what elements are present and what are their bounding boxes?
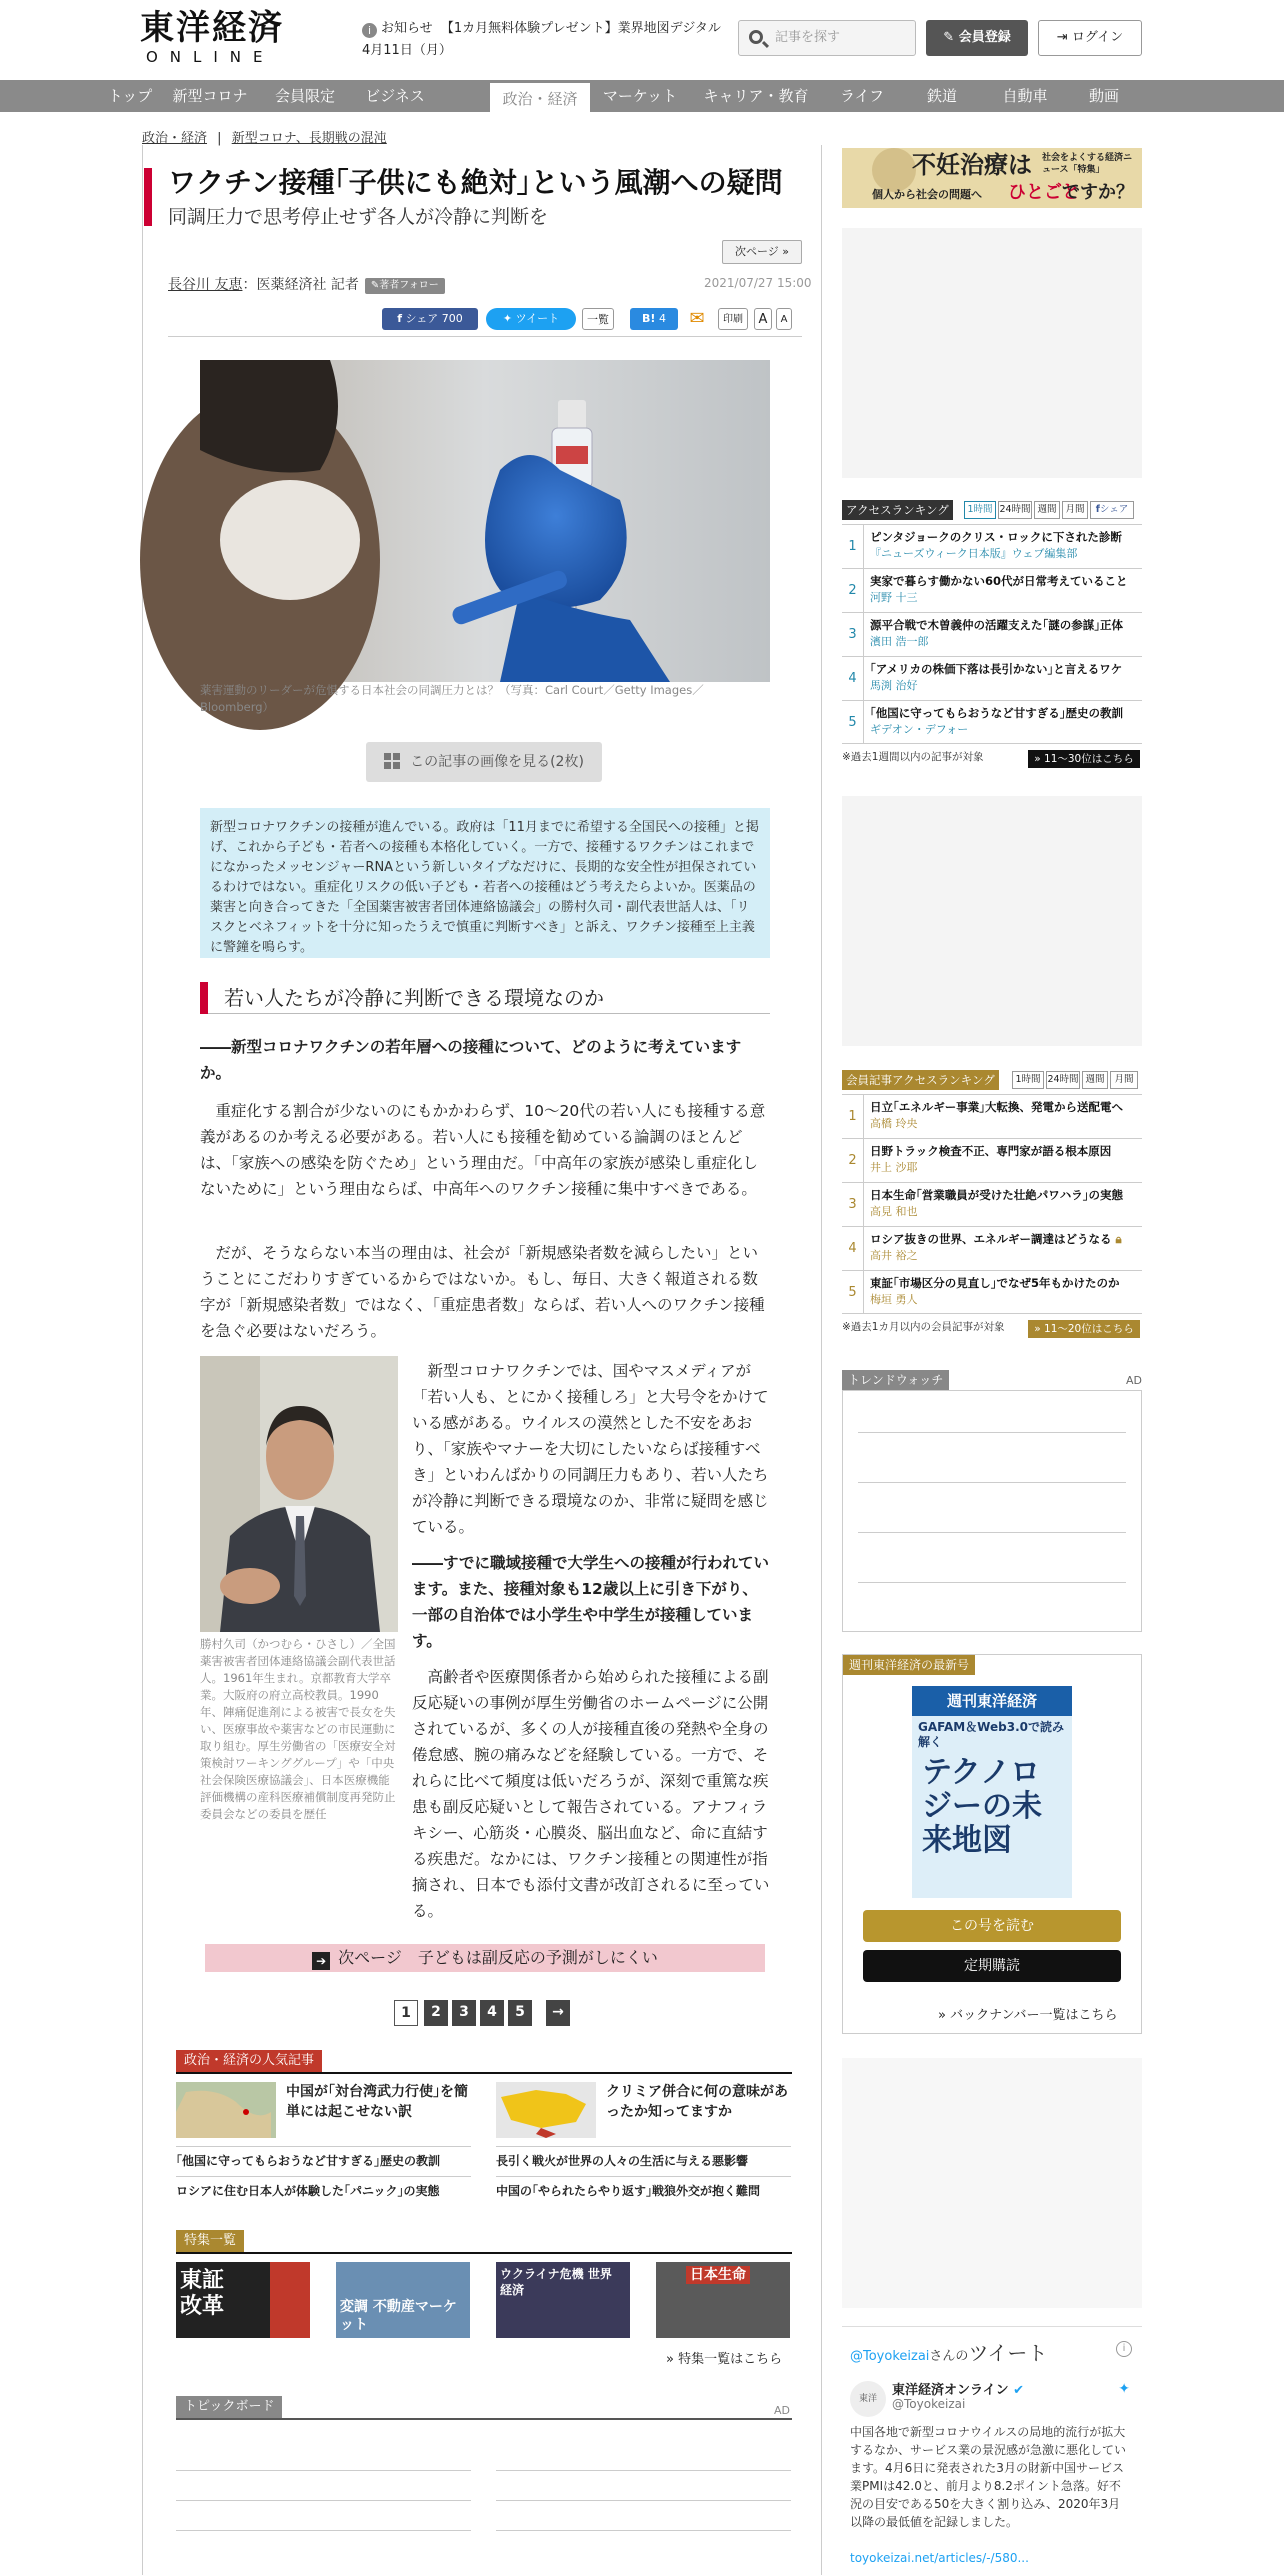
member-ranking-row[interactable] xyxy=(842,1270,1142,1314)
logo-subtext: ONLINE xyxy=(146,48,275,66)
trend-watch xyxy=(842,1370,1142,1632)
register-button[interactable]: ✎ 会員登録 xyxy=(926,20,1028,56)
pager-next-icon[interactable]: → xyxy=(546,2000,570,2026)
feature-card-3[interactable] xyxy=(496,2262,630,2338)
features-header: 特集一覧 xyxy=(176,2230,244,2252)
rank-author: ギデオン・デフォー xyxy=(870,723,969,736)
nav-item-business[interactable]: ビジネス xyxy=(365,87,425,105)
article-main-photo[interactable] xyxy=(200,360,770,682)
feature-label: 日本生命 xyxy=(686,2266,750,2284)
rank-title: 日野トラック検査不正、専門家が語る根本原因 xyxy=(870,1144,1112,1158)
member-ranking-row[interactable] xyxy=(842,1138,1142,1182)
popular-header: 政治・経済の人気記事 xyxy=(176,2050,322,2072)
rank-number: 3 xyxy=(842,1183,864,1226)
member-tab-month[interactable]: 月間 xyxy=(1110,1071,1138,1089)
info-icon[interactable]: i xyxy=(1116,2341,1132,2357)
article-subtitle: 同調圧力で思考停止せず各人が冷静に判断を xyxy=(168,206,549,228)
share-bar xyxy=(382,308,802,332)
next-page-button[interactable]: 次ページ » xyxy=(722,240,802,264)
portrait-caption: 勝村久司（かつむら・ひさし）／全国薬害被害者団体連絡協議会副代表世話人。1961年生まれ。京都教育大学卒業。大阪府の府立高校教員。1990年、陣痛促進剤による被害で長女を失い、医療事故や薬害などの市民運動に取り組む。厚生労働省の「医療安全対策検討ワーキンググループ」や「中央社会保険医療協議会」、日本医療機能評価機構の産科医療補償制度再発防止委員会などの委員を歴任 xyxy=(200,1637,396,1821)
rank-title: 日立｢エネルギー事業｣大転換、発電から送配電へ xyxy=(870,1100,1123,1114)
page-2[interactable]: 2 xyxy=(424,2000,448,2026)
ad-slot xyxy=(842,796,1142,1046)
nav-item-market[interactable]: マーケット xyxy=(602,87,678,105)
login-button[interactable]: ⇥ ログイン xyxy=(1038,20,1142,56)
breadcrumb-sep: | xyxy=(217,131,222,146)
rank-author: 濱田 浩一郎 xyxy=(870,635,929,648)
tweet-link[interactable]: toyokeizai.net/articles/-/580... xyxy=(850,2551,1029,2565)
magazine-cover[interactable] xyxy=(912,1686,1072,1898)
tweet-body: 中国各地で新型コロナウイルスの局地的流行が拡大するなか、サービス業の景況感が急激に悪化しています。4月6日に発表された3月の財新中国サービス業PMIは42.0と、前月より8.2ポイント急落。好不況の目安である50を大きく割り込み、2020年3月以降の最低値を記録しました。 xyxy=(850,2425,1127,2529)
divider xyxy=(176,2252,792,2254)
divider xyxy=(858,1482,1126,1483)
tweets-title xyxy=(850,2337,1047,2366)
divider xyxy=(496,2470,791,2471)
rank-number: 4 xyxy=(842,657,864,700)
follow-author-button[interactable]: ✎著者フォロー xyxy=(365,278,445,294)
facebook-icon: f xyxy=(397,312,402,325)
author-name[interactable]: 長谷川 友恵 xyxy=(168,277,243,293)
mail-icon[interactable]: ✉ xyxy=(689,308,705,329)
account-avatar[interactable]: 東洋 xyxy=(850,2381,886,2417)
features-more-label: 特集一覧はこちら xyxy=(678,2352,783,2367)
features-more-link[interactable]: » 特集一覧はこちら xyxy=(666,2352,783,2367)
banner-end: ですか？ xyxy=(1062,182,1134,203)
ranking-tab-share-label: シェア xyxy=(1099,504,1129,515)
interview-question: ――すでに職域接種で大学生への接種が行われています。また、接種対象も12歳以上に引き下がり、一部の自治体では小学生や中学生が接種しています。 xyxy=(412,1554,769,1650)
rank-title: 源平合戦で木曽義仲の活躍支えた｢謎の参謀｣正体 xyxy=(870,618,1123,632)
cover-title: テクノロジーの未来地図 xyxy=(922,1755,1042,1858)
rank-author: 梅垣 勇人 xyxy=(870,1293,918,1306)
popular-row[interactable]: 中国の｢やられたらやり返す｣戦狼外交が抱く難問 xyxy=(496,2176,791,2205)
divider xyxy=(176,2072,792,2074)
hatena-count: 4 xyxy=(658,312,666,325)
divider xyxy=(168,336,802,337)
portrait-illustration xyxy=(200,1356,398,1632)
divider xyxy=(496,2530,791,2531)
register-label: 会員登録 xyxy=(958,30,1011,45)
subscribe-button[interactable]: 定期購読 xyxy=(863,1950,1121,1982)
fb-share-label: シェア xyxy=(405,312,439,325)
tweets-title-text: ツイート xyxy=(968,2341,1048,2365)
search-placeholder: 記事を探す xyxy=(775,30,841,45)
ranking-tab-month[interactable]: 月間 xyxy=(1062,501,1088,519)
feature-card-1[interactable] xyxy=(176,2262,310,2338)
verified-icon: ✔ xyxy=(1013,2383,1025,2398)
map-thumbnail xyxy=(496,2082,596,2138)
access-ranking xyxy=(842,500,1142,772)
ranking-tab-24h[interactable]: 24時間 xyxy=(998,501,1032,519)
feature-card-4[interactable] xyxy=(656,2262,790,2338)
notice-label: お知らせ xyxy=(381,21,433,36)
facebook-share-button[interactable] xyxy=(382,308,478,330)
tweets-handle-link[interactable]: @Toyokeizai xyxy=(850,2349,930,2364)
gallery-button[interactable] xyxy=(366,742,602,782)
member-ranking-header: 会員記事アクセスランキング xyxy=(842,1070,999,1090)
feature-label: ウクライナ危機 世界経済 xyxy=(500,2267,612,2297)
notice[interactable] xyxy=(362,18,722,62)
rank-title: 日本生命｢営業職員が受けた壮絶パワハラ｣の実態 xyxy=(870,1188,1123,1202)
rank-author: 井上 沙耶 xyxy=(870,1161,918,1174)
section-heading xyxy=(200,982,770,1014)
print-button[interactable]: 印刷 xyxy=(718,308,748,330)
account-handle: @Toyokeizai xyxy=(892,2397,966,2411)
fb-share-count: 700 xyxy=(441,312,463,325)
divider xyxy=(176,2500,471,2501)
main-nav xyxy=(0,80,1284,112)
popular-thumb-1[interactable] xyxy=(176,2082,276,2138)
next-page-link[interactable] xyxy=(205,1944,765,1972)
divider xyxy=(176,2418,792,2420)
tweet-list-button[interactable]: 一覧 xyxy=(582,308,614,330)
rank-title: 東証｢市場区分の見直し｣でなぜ5年もかけたのか xyxy=(870,1276,1120,1290)
rank-author: 高橋 玲央 xyxy=(870,1117,918,1130)
rank-author: 『ニューズウィーク日本版』ウェブ編集部 xyxy=(870,547,1078,560)
ranking-tab-week[interactable]: 週間 xyxy=(1034,501,1060,519)
map-thumbnail xyxy=(176,2082,276,2138)
section-heading-text: 若い人たちが冷静に判断できる環境なのか xyxy=(224,986,604,1010)
follow-label: 著者フォロー xyxy=(379,280,439,291)
banner-hito: ひとごと xyxy=(1008,182,1080,203)
cover-brand: 週刊東洋経済 xyxy=(912,1686,1072,1716)
font-smaller-button[interactable]: A xyxy=(776,308,792,330)
rank-number: 5 xyxy=(842,1271,864,1314)
gallery-label: この記事の画像を見る(2枚) xyxy=(410,754,584,770)
rank-title: ピンタジョークのクリス・ロックに下された診断 xyxy=(870,530,1122,544)
ad-slot xyxy=(842,2058,1142,2308)
nav-item-politics[interactable]: 政治・経済 xyxy=(490,80,590,112)
hatena-icon: B! xyxy=(642,312,656,325)
rank-number: 2 xyxy=(842,1139,864,1182)
tweet-label: ツイート xyxy=(515,312,560,325)
rank-number: 1 xyxy=(842,525,864,568)
nav-item-rail[interactable]: 鉄道 xyxy=(926,87,957,105)
cover-sub: GAFAM＆Web3.0で読み解く xyxy=(918,1720,1064,1749)
member-tab-24h[interactable]: 24時間 xyxy=(1046,1071,1080,1089)
grid-icon xyxy=(384,753,400,769)
backnumber-link[interactable]: » バックナンバー一覧はこちら xyxy=(938,2008,1118,2023)
paragraph: だが、そうならない本当の理由は、社会が「新規感染者数を減らしたい」ということにこだわりすぎているからではないか。もし、毎日、大きく報道される数字が「新規感染者数」ではなく、「重症患者数」ならば、若い人へのワクチン接種を急ぐ必要はないだろう。 xyxy=(200,1244,765,1340)
page-5[interactable]: 5 xyxy=(508,2000,532,2026)
search-input[interactable] xyxy=(738,20,916,56)
rank-number: 2 xyxy=(842,569,864,612)
rank-number: 1 xyxy=(842,1095,864,1138)
divider xyxy=(176,2470,471,2471)
photo-caption: 薬害運動のリーダーが危惧する日本社会の同調圧力とは？（写真：Carl Court／Getty Images／Bloomberg） xyxy=(200,683,704,714)
notice-date: 4月11日（月） xyxy=(362,43,452,58)
rank-author: 高見 和也 xyxy=(870,1205,918,1218)
arrow-right-icon: ➔ xyxy=(312,1952,330,1970)
lock-icon: 🔒︎ xyxy=(1115,1232,1122,1246)
ad-slot xyxy=(842,228,1142,478)
site-logo[interactable] xyxy=(140,8,340,66)
trend-box xyxy=(842,1390,1142,1632)
ranking-row[interactable] xyxy=(842,656,1142,700)
divider xyxy=(858,1582,1126,1583)
member-ranking xyxy=(842,1070,1142,1346)
member-tab-1h[interactable]: 1時間 xyxy=(1012,1071,1044,1089)
tweets-title-suffix: さんの xyxy=(929,2349,969,2364)
twitter-widget xyxy=(842,2326,1142,2568)
backnumber-label: バックナンバー一覧はこちら xyxy=(950,2008,1118,2023)
ranking-row[interactable] xyxy=(842,524,1142,568)
heading-accent-bar xyxy=(200,982,208,1014)
rank-title xyxy=(870,1231,1138,1247)
popular-row[interactable]: 長引く戦火が世界の人々の生活に与える悪影響 xyxy=(496,2146,791,2175)
logo-text: 東洋経済 xyxy=(140,8,284,48)
paragraph: 重症化する割合が少ないのにもかかわらず、10～20代の若い人にも接種する意義があるのか考える必要がある。若い人にも接種を勧めている論調のほとんどは、「家族への感染を防ぐため」という理由だ。「中高年の家族が感染し重症化しないために」という理由ならば、中高年へのワクチン接種に集中すべきである。 xyxy=(200,1102,766,1198)
divider xyxy=(496,2500,791,2501)
popular-title[interactable]: 中国が｢対台湾武力行使｣を簡単には起こせない訳 xyxy=(286,2084,468,2120)
interviewee-photo[interactable] xyxy=(200,1356,398,1632)
popular-row[interactable]: ｢他国に守ってもらおうなど甘すぎる｣歴史の教訓 xyxy=(176,2146,471,2175)
paragraph: 高齢者や医療関係者から始められた接種による副反応疑いの事例が厚生労働省のホームページに公開されているが、多くの人が接種直後の発熱や全身の倦怠感、腕の痛みなどを経験している。一方で、それらに比べて頻度は低いだろうが、深刻で重篤な疾患も副反応疑いとして報告されている。アナフィラキシー、心筋炎・心膜炎、脳出血など、命に直結する疾患だ。なかには、ワクチン接種との関連性が指摘され、日本でも添付文書が改訂されるに至っている。 xyxy=(412,1668,770,1920)
rank-author: 高井 裕之 xyxy=(870,1249,918,1262)
ranking-header: アクセスランキング xyxy=(842,500,953,520)
feature-label: 変調 不動産マーケット xyxy=(340,2299,457,2333)
author-org: ：医薬経済社 記者 xyxy=(242,277,359,293)
banner-sub: 個人から社会の問題へ xyxy=(872,188,982,201)
read-issue-button[interactable]: この号を読む xyxy=(863,1910,1121,1942)
account-name: 東洋経済オンライン xyxy=(892,2383,1009,2398)
rank-title-text: ロシア抜きの世界、エネルギー調達はどうなる xyxy=(870,1232,1112,1246)
login-label: ログイン xyxy=(1071,30,1124,45)
article-title: ワクチン接種｢子供にも絶対｣という風潮への疑問 xyxy=(168,166,783,199)
page-1[interactable]: 1 xyxy=(394,2000,418,2026)
topicboard-header: トピックボード xyxy=(176,2396,282,2418)
nav-item-auto[interactable]: 自動車 xyxy=(1002,87,1048,105)
publish-date: 2021/07/27 15:00 xyxy=(704,276,812,290)
popular-thumb-2[interactable] xyxy=(496,2082,596,2138)
member-ranking-more-button[interactable]: » 11～20位はこちら xyxy=(1028,1320,1140,1338)
pagination xyxy=(394,2000,584,2026)
rank-author: 河野 十三 xyxy=(870,591,918,604)
article-lead: 新型コロナワクチンの接種が進んでいる。政府は「11月までに希望する全国民への接種」と掲げ、これから子ども・若者への接種も本格化していく。一方で、接種するワクチンはこれまでになかったメッセンジャーRNAという新しいタイプなだけに、長期的な安全性が担保されているわけではない。重症化リスクの低い子ども・若者への接種はどう考えたらよいか。医薬品の薬害と向き合ってきた「全国薬害被害者団体連絡協議会」の勝村久司・副代表世話人は、「リスクとベネフィットを十分に知ったうえで慎重に判断すべき」と訴え、ワクチン接種至上主義に警鐘を鳴らす。 xyxy=(200,808,770,958)
member-tab-week[interactable]: 週間 xyxy=(1082,1071,1108,1089)
ranking-row[interactable] xyxy=(842,568,1142,612)
rank-number: 5 xyxy=(842,701,864,744)
rank-author: 馬渕 治好 xyxy=(870,679,918,692)
rank-title: ｢アメリカの株価下落は長引かない｣と言えるワケ xyxy=(870,662,1123,676)
breadcrumb-item-corona[interactable]: 新型コロナ、長期戦の混沌 xyxy=(231,131,387,146)
page-3[interactable]: 3 xyxy=(452,2000,476,2026)
popular-row[interactable]: ロシアに住む日本人が体験した｢パニック｣の実態 xyxy=(176,2176,471,2205)
interview-question: ――新型コロナワクチンの若年層への接種について、どのように考えていますか。 xyxy=(200,1038,742,1082)
banner-side: 社会をよくする経済ニュース「特集」 xyxy=(1042,153,1133,175)
ranking-note: ※過去1週間以内の記事が対象 xyxy=(842,751,984,763)
feature-accent xyxy=(270,2262,310,2338)
twitter-icon: ✦ xyxy=(502,312,513,325)
tweet-button[interactable] xyxy=(486,308,576,330)
rank-number: 4 xyxy=(842,1227,864,1270)
tweet-account-name[interactable] xyxy=(892,2379,1024,2398)
ad-label: AD xyxy=(774,2404,790,2417)
vaccine-photo-illustration xyxy=(200,360,770,682)
ad-label: AD xyxy=(1126,1374,1142,1387)
magazine-header: 週刊東洋経済の最新号 xyxy=(843,1655,975,1675)
ranking-row[interactable] xyxy=(842,700,1142,744)
ranking-row[interactable] xyxy=(842,612,1142,656)
ranking-more-button[interactable]: » 11～30位はこちら xyxy=(1028,750,1140,768)
nav-item-top[interactable]: トップ xyxy=(107,87,153,105)
notice-text[interactable]: 【1カ月無料体験プレゼント】業界地図デジタル xyxy=(440,21,721,36)
trend-header: トレンドウォッチ xyxy=(842,1370,949,1390)
divider xyxy=(858,1532,1126,1533)
search-icon xyxy=(749,30,763,44)
rank-number: 3 xyxy=(842,613,864,656)
banner-title: 不妊治療は xyxy=(912,151,1032,179)
next-link-label: 次ページ 子どもは副反応の予測がしにくい xyxy=(338,1948,658,1967)
twitter-bird-icon: ✦ xyxy=(1118,2381,1130,2397)
divider xyxy=(176,2530,471,2531)
member-ranking-row[interactable] xyxy=(842,1094,1142,1138)
paragraph-continued xyxy=(200,1820,770,1916)
info-icon: i xyxy=(362,23,377,38)
hatena-bookmark-button[interactable] xyxy=(630,308,678,330)
font-larger-button[interactable]: A xyxy=(754,308,772,330)
member-ranking-row[interactable] xyxy=(842,1182,1142,1226)
member-ranking-row[interactable] xyxy=(842,1226,1142,1270)
page-4[interactable]: 4 xyxy=(480,2000,504,2026)
nav-item-life[interactable]: ライフ xyxy=(839,87,885,105)
nav-item-member[interactable]: 会員限定 xyxy=(274,87,335,105)
facebook-icon: f xyxy=(1095,504,1100,515)
popular-title[interactable]: クリミア併合に何の意味があったか知ってますか xyxy=(606,2084,788,2120)
title-accent-bar xyxy=(144,168,152,226)
feature-card-2[interactable] xyxy=(336,2262,470,2338)
nav-item-video[interactable]: 動画 xyxy=(1088,87,1119,105)
ranking-tab-1h[interactable]: 1時間 xyxy=(964,501,996,519)
member-ranking-note: ※過去1カ月以内の会員記事が対象 xyxy=(842,1321,1005,1333)
paragraph: 新型コロナワクチンでは、国やマスメディアが「若い人も、とにかく接種しろ」と大号令をかけている感がある。ウイルスの漠然とした不安をあおり、「家族やマナーを大切にしたいならば接種すべき」といわんばかりの同調圧力もあり、若い人たちが冷静に判断できる環境なのか、非常に疑問を感じている。 xyxy=(412,1362,769,1536)
breadcrumb xyxy=(142,127,387,146)
breadcrumb-item-politics[interactable]: 政治・経済 xyxy=(142,131,208,146)
divider xyxy=(858,1432,1126,1433)
rank-title: ｢他国に守ってもらおうなど甘すぎる｣歴史の教訓 xyxy=(870,706,1123,720)
ad-banner[interactable] xyxy=(842,148,1142,208)
ranking-tab-share[interactable] xyxy=(1090,501,1134,519)
nav-item-corona[interactable]: 新型コロナ xyxy=(172,87,248,105)
feature-label: 東証改革 xyxy=(180,2268,225,2319)
nav-item-career[interactable]: キャリア・教育 xyxy=(703,87,809,105)
rank-title: 実家で暮らす働かない60代が日常考えていること xyxy=(870,574,1128,588)
